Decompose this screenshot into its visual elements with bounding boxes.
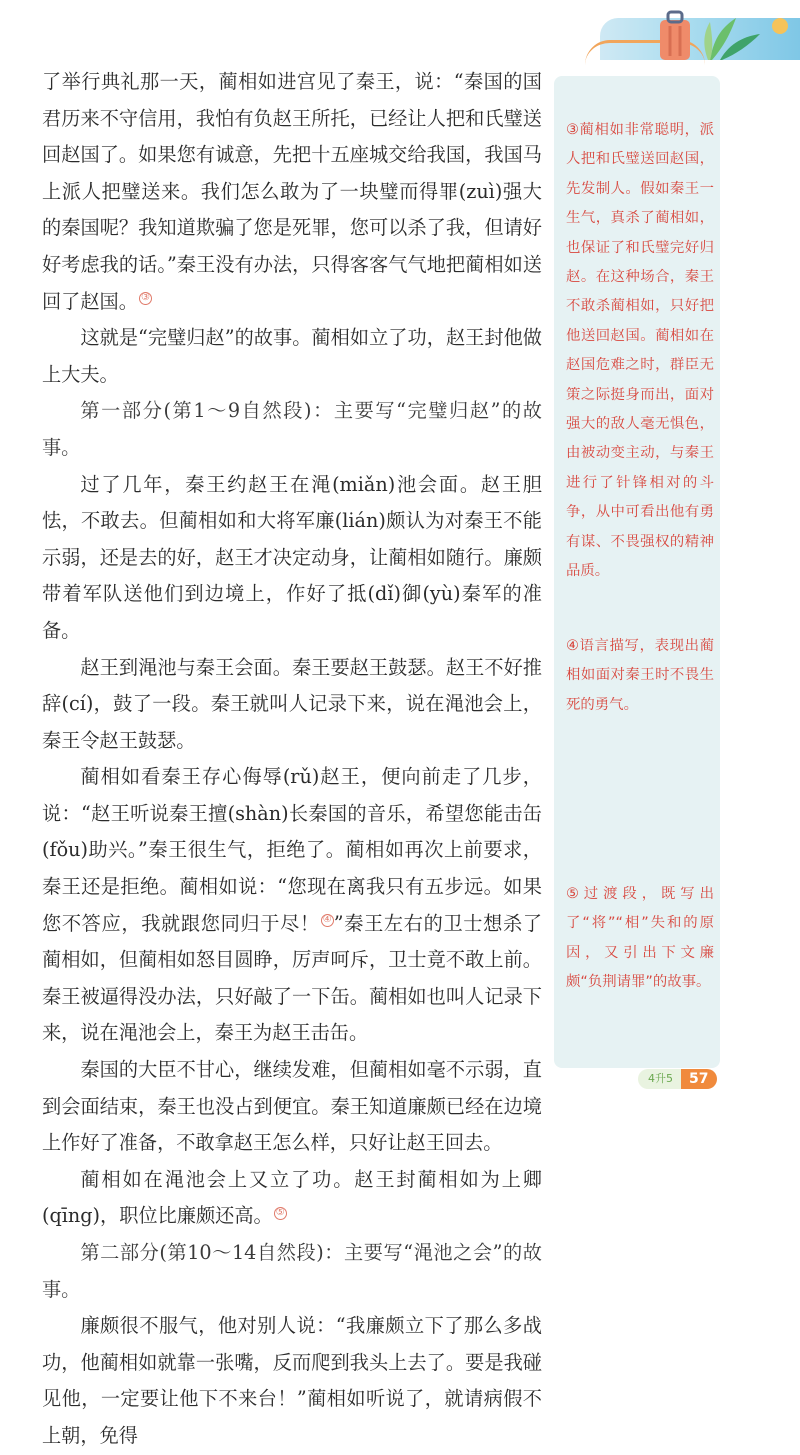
paragraph-1: 了举行典礼那一天，蔺相如进宫见了秦王，说：“秦国的国君历来不守信用，我怕有负赵王所托，已经让人把和氏璧送回赵国了。如果您有诚意，先把十五座城交给我国，我国马上派人把璧送来。我们怎么敢为了一块璧而得罪(zuì)强大的秦国呢？我知道欺骗了您是死罪，您可以杀了我，但请好好考虑我的话。”秦王没有办法，只得客客气气地把蔺相如送回了赵国。 ③ xyxy=(42,70,542,313)
page-number-badge xyxy=(638,1069,717,1089)
annotation-marker-4: ④ xyxy=(321,914,334,927)
annotation-marker-3: ③ xyxy=(139,292,152,305)
page-number: 57 xyxy=(681,1069,717,1089)
suitcase-and-leaves-icon xyxy=(650,6,800,62)
main-text-column xyxy=(42,64,542,1455)
annotation-marker-5: ⑤ xyxy=(274,1207,287,1220)
paragraph-3: 过了几年，秦王约赵王在渑(miǎn)池会面。赵王胆怯，不敢去。但蔺相如和大将军廉(lián)颇认为对秦王不能示弱，还是去的好，赵王才决定动身，让蔺相如随行。廉颇带着军队送他们到边境上，作好了抵(dǐ)御(yù)秦军的准备。 xyxy=(42,472,542,642)
annotation-note-5: ⑤过渡段，既写出了“将”“相”失和的原因，又引出下文廉颇“负荆请罪”的故事。 xyxy=(566,886,714,991)
paragraph-5: 蔺相如看秦王存心侮辱(rǔ)赵王，便向前走了几步，说：“赵王听说秦王擅(shàn)长秦国的音乐，希望您能击缶(fǒu)助兴。”秦王很生气，拒绝了。蔺相如再次上前要求，秦王还是拒绝。蔺相如说：“您现在离我只有五步远。如果您不答应，我就跟您同归于尽！ ④ ”秦王左右的卫士想杀了蔺相如，但蔺相如怒目圆睁，厉声呵斥，卫士竟不敢上前。秦王被逼得没办法，只好敲了一下缶。蔺相如也叫人记录下来，说在渑池会上，秦王为赵王击缶。 xyxy=(42,765,543,1045)
section-summary-2: 第二部分(第10～14自然段)：主要写“渑池之会”的故事。 xyxy=(42,1241,542,1301)
annotation-note-4: ④语言描写，表现出蔺相如面对秦王时不畏生死的勇气。 xyxy=(566,638,714,713)
paragraph-4: 赵王到渑池与秦王会面。秦王要赵王鼓瑟。赵王不好推辞(cí)，鼓了一段。秦王就叫人记录下来，说在渑池会上，秦王令赵王鼓瑟。 xyxy=(42,655,542,752)
paragraph-7: 蔺相如在渑池会上又立了功。赵王封蔺相如为上卿(qīng)，职位比廉颇还高。 ⑤ xyxy=(42,1167,542,1228)
annotation-note-3: ③蔺相如非常聪明，派人把和氏璧送回赵国，先发制人。假如秦王一生气，真杀了蔺相如，也保证了和氏璧完好归赵。在这种场合，秦王不敢杀蔺相如，只好把他送回赵国。蔺相如在赵国危难之时，群臣无策之际挺身而出，面对强大的敌人毫无惧色，由被动变主动，与秦王进行了针锋相对的斗争，从中可看出他有勇有谋、不畏强权的精神品质。 xyxy=(566,122,714,580)
paragraph-8: 廉颇很不服气，他对别人说：“我廉颇立下了那么多战功，他蔺相如就靠一张嘴，反而爬到我头上去了。要是我碰见他，一定要让他下不来台！”蔺相如听说了，就请病假不上朝，免得 xyxy=(42,1314,542,1447)
paragraph-2: 这就是“完璧归赵”的故事。蔺相如立了功，赵王封他做上大夫。 xyxy=(42,326,542,386)
section-summary-1: 第一部分(第1～9自然段)：主要写“完璧归赵”的故事。 xyxy=(42,399,542,459)
grade-label: 4升5 xyxy=(638,1069,681,1089)
top-banner xyxy=(0,0,800,62)
paragraph-6: 秦国的大臣不甘心，继续发难，但蔺相如毫不示弱，直到会面结束，秦王也没占到便宜。秦王知道廉颇已经在边境上作好了准备，不敢拿赵王怎么样，只好让赵王回去。 xyxy=(42,1058,542,1155)
